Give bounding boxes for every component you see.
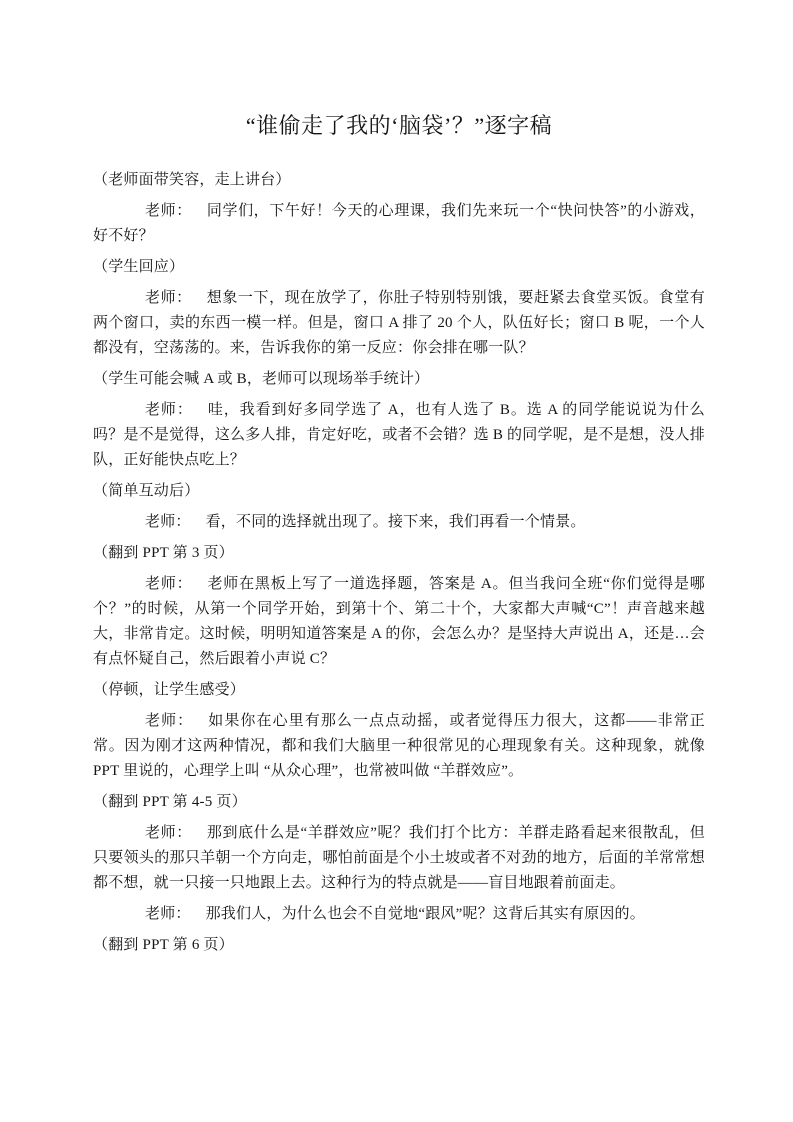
dialogue-paragraph — [93, 199, 705, 249]
dialogue-text: 那到底什么是“羊群效应”呢？我们打个比方：羊群走路看起来很散乱，但只要领头的那只羊朝一个方向走，哪怕前面是个小土坡或者不对劲的地方，后面的羊常常想都不想，就一只接一只地跟上去。这种行为的特点就是——盲目地跟着前面走。 — [93, 825, 705, 891]
dialogue-paragraph — [93, 821, 705, 896]
speaker-label: 老师： — [145, 713, 194, 729]
speaker-label: 老师： — [145, 402, 193, 418]
dialogue-paragraph — [93, 510, 705, 535]
dialogue-text: 如果你在心里有那么一点点动摇，或者觉得压力很大，这都——非常正常。因为刚才这两种情况，都和我们大脑里一种很常见的心理现象有关。这种现象，就像 PPT 里说的，心理学上叫 “从众心理”，也常被叫做 “羊群效应”。 — [93, 713, 705, 779]
dialogue-paragraph — [93, 902, 705, 927]
dialogue-text: 同学们，下午好！今天的心理课，我们先来玩一个“快问快答”的小游戏，好不好？ — [93, 203, 705, 244]
dialogue-text: 哇，我看到好多同学选了 A，也有人选了 B。选 A 的同学能说说为什么吗？是不是觉得，这么多人排，肯定好吃，或者不会错？选 B 的同学呢，是不是想，没人排队，正好能快点吃上？ — [93, 402, 705, 468]
dialogue-text: 老师在黑板上写了一道选择题，答案是 A。但当我问全班“你们觉得是哪个？”的时候，从第一个同学开始，到第十个、第二十个，大家都大声喊“C”！声音越来越大，非常肯定。这时候，明明知道答案是 A 的你，会怎么办？是坚持大声说出 A，还是…会有点怀疑自己，然后跟着小声说 C？ — [93, 576, 705, 667]
dialogue-text: 看，不同的选择就出现了。接下来，我们再看一个情景。 — [205, 514, 586, 530]
speaker-label: 老师： — [145, 290, 192, 306]
document-title: “谁偷走了我的‘脑袋’？”逐字稿 — [245, 113, 553, 138]
stage-direction: （翻到 PPT 第 4-5 页） — [93, 794, 247, 810]
stage-direction: （学生可能会喊 A 或 B，老师可以现场举手统计） — [93, 371, 430, 387]
speaker-label: 老师： — [145, 906, 191, 922]
speaker-label: 老师： — [145, 825, 192, 841]
stage-direction: （学生回应） — [93, 259, 185, 275]
speaker-label: 老师： — [145, 514, 191, 530]
stage-direction: （翻到 PPT 第 6 页） — [93, 937, 234, 953]
dialogue-paragraph — [93, 572, 705, 672]
dialogue-paragraph — [93, 286, 705, 361]
stage-direction: （简单互动后） — [93, 483, 200, 499]
dialogue-text: 那我们人，为什么也会不自觉地“跟风”呢？这背后其实有原因的。 — [205, 906, 645, 922]
speaker-label: 老师： — [145, 203, 192, 219]
stage-direction: （停顿，让学生感受） — [93, 682, 246, 698]
speaker-label: 老师： — [145, 576, 193, 592]
dialogue-paragraph — [93, 709, 705, 784]
stage-direction: （翻到 PPT 第 3 页） — [93, 545, 234, 561]
stage-direction: （老师面带笑容，走上讲台） — [93, 172, 291, 188]
dialogue-text: 想象一下，现在放学了，你肚子特别特别饿，要赶紧去食堂买饭。食堂有两个窗口，卖的东西一模一样。但是，窗口 A 排了 20 个人，队伍好长；窗口 B 呢，一个人都没有，空荡荡的。来，告诉我你的第一反应：你会排在哪一队？ — [93, 290, 705, 356]
dialogue-paragraph — [93, 398, 705, 473]
